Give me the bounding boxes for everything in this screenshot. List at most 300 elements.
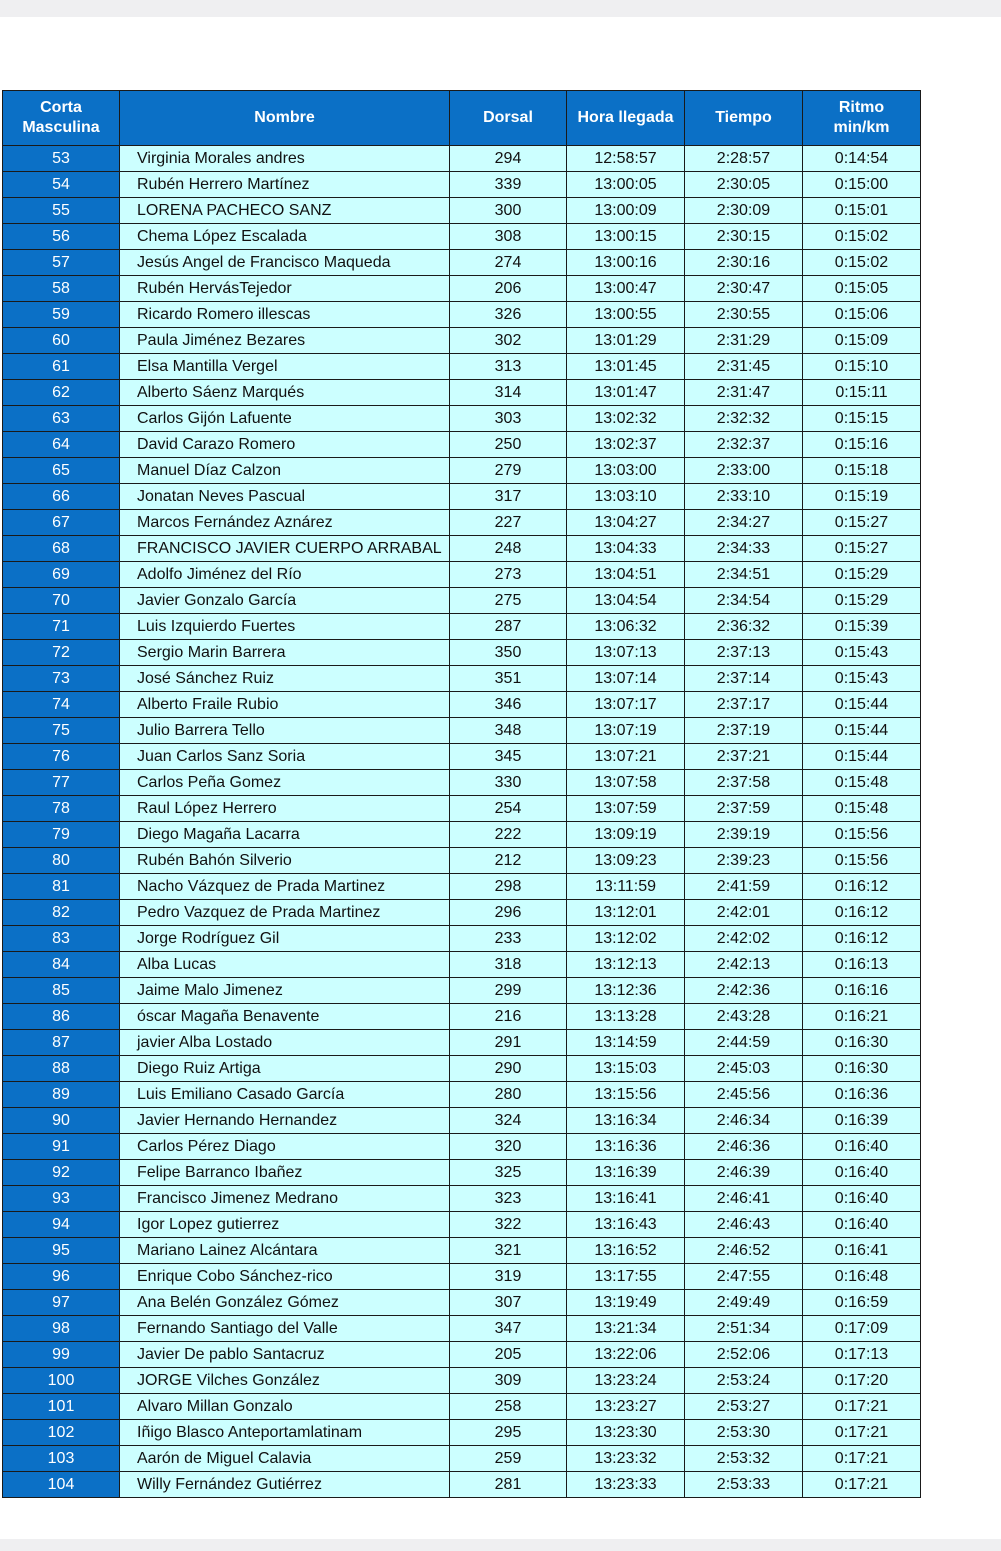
time-cell: 2:53:30: [685, 1420, 803, 1446]
pace-cell: 0:15:02: [803, 250, 921, 276]
pace-cell: 0:15:06: [803, 302, 921, 328]
bib-cell: 273: [450, 562, 567, 588]
table-row: [3, 588, 921, 614]
name-cell: Carlos Pérez Diago: [120, 1134, 450, 1160]
position-cell: 75: [3, 718, 120, 744]
position-cell: 76: [3, 744, 120, 770]
header-pace: [803, 91, 921, 146]
position-cell: 96: [3, 1264, 120, 1290]
time-cell: 2:42:02: [685, 926, 803, 952]
bib-cell: 205: [450, 1342, 567, 1368]
name-cell: Juan Carlos Sanz Soria: [120, 744, 450, 770]
position-cell: 71: [3, 614, 120, 640]
time-cell: 2:30:15: [685, 224, 803, 250]
arrival-cell: 13:07:19: [567, 718, 685, 744]
time-cell: 2:37:14: [685, 666, 803, 692]
time-cell: 2:34:27: [685, 510, 803, 536]
bib-cell: 222: [450, 822, 567, 848]
pace-cell: 0:15:29: [803, 588, 921, 614]
arrival-cell: 13:07:21: [567, 744, 685, 770]
bib-cell: 320: [450, 1134, 567, 1160]
bib-cell: 339: [450, 172, 567, 198]
table-row: [3, 666, 921, 692]
bib-cell: 274: [450, 250, 567, 276]
bib-cell: 299: [450, 978, 567, 1004]
bib-cell: 227: [450, 510, 567, 536]
pace-cell: 0:15:16: [803, 432, 921, 458]
time-cell: 2:45:56: [685, 1082, 803, 1108]
position-cell: 104: [3, 1472, 120, 1498]
position-cell: 57: [3, 250, 120, 276]
table-row: [3, 1368, 921, 1394]
time-cell: 2:30:55: [685, 302, 803, 328]
time-cell: 2:53:32: [685, 1446, 803, 1472]
position-cell: 93: [3, 1186, 120, 1212]
time-cell: 2:39:19: [685, 822, 803, 848]
time-cell: 2:37:58: [685, 770, 803, 796]
header-pace-line2: min/km: [833, 119, 890, 136]
table-row: [3, 302, 921, 328]
time-cell: 2:37:59: [685, 796, 803, 822]
pace-cell: 0:16:41: [803, 1238, 921, 1264]
name-cell: Luis Emiliano Casado García: [120, 1082, 450, 1108]
name-cell: Iñigo Blasco Anteportamlatinam: [120, 1420, 450, 1446]
arrival-cell: 13:14:59: [567, 1030, 685, 1056]
name-cell: Francisco Jimenez Medrano: [120, 1186, 450, 1212]
table-row: [3, 848, 921, 874]
bib-cell: 248: [450, 536, 567, 562]
arrival-cell: 13:03:10: [567, 484, 685, 510]
position-cell: 100: [3, 1368, 120, 1394]
bib-cell: 300: [450, 198, 567, 224]
time-cell: 2:46:36: [685, 1134, 803, 1160]
table-row: [3, 1160, 921, 1186]
time-cell: 2:34:51: [685, 562, 803, 588]
bib-cell: 317: [450, 484, 567, 510]
arrival-cell: 13:21:34: [567, 1316, 685, 1342]
table-row: [3, 458, 921, 484]
name-cell: José Sánchez Ruiz: [120, 666, 450, 692]
name-cell: Alvaro Millan Gonzalo: [120, 1394, 450, 1420]
name-cell: Chema López Escalada: [120, 224, 450, 250]
time-cell: 2:42:13: [685, 952, 803, 978]
arrival-cell: 13:07:13: [567, 640, 685, 666]
bib-cell: 258: [450, 1394, 567, 1420]
time-cell: 2:37:21: [685, 744, 803, 770]
pace-cell: 0:17:21: [803, 1446, 921, 1472]
time-cell: 2:34:33: [685, 536, 803, 562]
name-cell: Paula Jiménez Bezares: [120, 328, 450, 354]
table-row: [3, 328, 921, 354]
name-cell: Jorge Rodríguez Gil: [120, 926, 450, 952]
position-cell: 68: [3, 536, 120, 562]
time-cell: 2:47:55: [685, 1264, 803, 1290]
header-position-line2: Masculina: [22, 119, 100, 136]
name-cell: Javier Hernando Hernandez: [120, 1108, 450, 1134]
top-gray-strip: [0, 0, 1001, 17]
pace-cell: 0:16:30: [803, 1030, 921, 1056]
pace-cell: 0:15:43: [803, 666, 921, 692]
name-cell: Igor Lopez gutierrez: [120, 1212, 450, 1238]
table-row: [3, 562, 921, 588]
bib-cell: 318: [450, 952, 567, 978]
name-cell: Sergio Marin Barrera: [120, 640, 450, 666]
bib-cell: 326: [450, 302, 567, 328]
bib-cell: 324: [450, 1108, 567, 1134]
bib-cell: 323: [450, 1186, 567, 1212]
name-cell: Rubén Herrero Martínez: [120, 172, 450, 198]
arrival-cell: 13:04:33: [567, 536, 685, 562]
pace-cell: 0:15:48: [803, 770, 921, 796]
bib-cell: 348: [450, 718, 567, 744]
name-cell: Jesús Angel de Francisco Maqueda: [120, 250, 450, 276]
bib-cell: 281: [450, 1472, 567, 1498]
position-cell: 69: [3, 562, 120, 588]
table-row: [3, 1316, 921, 1342]
table-row: [3, 1082, 921, 1108]
pace-cell: 0:16:21: [803, 1004, 921, 1030]
pace-cell: 0:15:10: [803, 354, 921, 380]
table-row: [3, 926, 921, 952]
pace-cell: 0:15:00: [803, 172, 921, 198]
table-row: [3, 406, 921, 432]
arrival-cell: 13:13:28: [567, 1004, 685, 1030]
position-cell: 97: [3, 1290, 120, 1316]
pace-cell: 0:15:18: [803, 458, 921, 484]
bib-cell: 302: [450, 328, 567, 354]
table-row: [3, 1212, 921, 1238]
pace-cell: 0:15:19: [803, 484, 921, 510]
table-row: [3, 1446, 921, 1472]
arrival-cell: 13:04:27: [567, 510, 685, 536]
position-cell: 89: [3, 1082, 120, 1108]
table-row: [3, 536, 921, 562]
arrival-cell: 13:16:52: [567, 1238, 685, 1264]
arrival-cell: 13:11:59: [567, 874, 685, 900]
time-cell: 2:34:54: [685, 588, 803, 614]
table-row: [3, 1004, 921, 1030]
time-cell: 2:30:05: [685, 172, 803, 198]
position-cell: 58: [3, 276, 120, 302]
position-cell: 85: [3, 978, 120, 1004]
position-cell: 64: [3, 432, 120, 458]
table-row: [3, 770, 921, 796]
pace-cell: 0:16:39: [803, 1108, 921, 1134]
pace-cell: 0:15:27: [803, 510, 921, 536]
time-cell: 2:32:32: [685, 406, 803, 432]
time-cell: 2:30:47: [685, 276, 803, 302]
table-row: [3, 1238, 921, 1264]
name-cell: David Carazo Romero: [120, 432, 450, 458]
bib-cell: 321: [450, 1238, 567, 1264]
pace-cell: 0:15:15: [803, 406, 921, 432]
time-cell: 2:53:33: [685, 1472, 803, 1498]
pace-cell: 0:15:11: [803, 380, 921, 406]
name-cell: Javier De pablo Santacruz: [120, 1342, 450, 1368]
arrival-cell: 13:12:36: [567, 978, 685, 1004]
pace-cell: 0:15:56: [803, 848, 921, 874]
name-cell: Luis Izquierdo Fuertes: [120, 614, 450, 640]
table-row: [3, 1030, 921, 1056]
name-cell: Felipe Barranco Ibañez: [120, 1160, 450, 1186]
pace-cell: 0:16:16: [803, 978, 921, 1004]
pace-cell: 0:16:40: [803, 1134, 921, 1160]
arrival-cell: 13:02:32: [567, 406, 685, 432]
position-cell: 67: [3, 510, 120, 536]
arrival-cell: 13:23:24: [567, 1368, 685, 1394]
table-row: [3, 432, 921, 458]
time-cell: 2:41:59: [685, 874, 803, 900]
position-cell: 53: [3, 146, 120, 172]
bib-cell: 313: [450, 354, 567, 380]
time-cell: 2:39:23: [685, 848, 803, 874]
position-cell: 78: [3, 796, 120, 822]
pace-cell: 0:15:56: [803, 822, 921, 848]
table-row: [3, 1056, 921, 1082]
arrival-cell: 13:23:33: [567, 1472, 685, 1498]
time-cell: 2:42:01: [685, 900, 803, 926]
table-row: [3, 978, 921, 1004]
arrival-cell: 13:02:37: [567, 432, 685, 458]
bib-cell: 322: [450, 1212, 567, 1238]
time-cell: 2:46:34: [685, 1108, 803, 1134]
name-cell: Aarón de Miguel Calavia: [120, 1446, 450, 1472]
table-row: [3, 718, 921, 744]
time-cell: 2:46:43: [685, 1212, 803, 1238]
table-row: [3, 822, 921, 848]
header-time: Tiempo: [685, 91, 803, 146]
pace-cell: 0:17:09: [803, 1316, 921, 1342]
bib-cell: 280: [450, 1082, 567, 1108]
bib-cell: 275: [450, 588, 567, 614]
position-cell: 103: [3, 1446, 120, 1472]
table-row: [3, 198, 921, 224]
table-row: [3, 1342, 921, 1368]
arrival-cell: 13:15:56: [567, 1082, 685, 1108]
position-cell: 77: [3, 770, 120, 796]
arrival-cell: 13:00:09: [567, 198, 685, 224]
arrival-cell: 13:12:02: [567, 926, 685, 952]
name-cell: Carlos Peña Gomez: [120, 770, 450, 796]
name-cell: Jaime Malo Jimenez: [120, 978, 450, 1004]
position-cell: 66: [3, 484, 120, 510]
table-row: [3, 380, 921, 406]
position-cell: 95: [3, 1238, 120, 1264]
pace-cell: 0:17:21: [803, 1420, 921, 1446]
table-row: [3, 614, 921, 640]
arrival-cell: 13:16:34: [567, 1108, 685, 1134]
arrival-cell: 13:07:17: [567, 692, 685, 718]
time-cell: 2:32:37: [685, 432, 803, 458]
name-cell: Adolfo Jiménez del Río: [120, 562, 450, 588]
time-cell: 2:31:45: [685, 354, 803, 380]
bib-cell: 350: [450, 640, 567, 666]
pace-cell: 0:15:27: [803, 536, 921, 562]
pace-cell: 0:15:05: [803, 276, 921, 302]
arrival-cell: 13:19:49: [567, 1290, 685, 1316]
header-pace-line1: Ritmo: [838, 99, 885, 116]
table-row: [3, 354, 921, 380]
arrival-cell: 13:04:51: [567, 562, 685, 588]
pace-cell: 0:16:59: [803, 1290, 921, 1316]
time-cell: 2:44:59: [685, 1030, 803, 1056]
position-cell: 80: [3, 848, 120, 874]
table-row: [3, 796, 921, 822]
bib-cell: 307: [450, 1290, 567, 1316]
time-cell: 2:36:32: [685, 614, 803, 640]
time-cell: 2:31:29: [685, 328, 803, 354]
position-cell: 82: [3, 900, 120, 926]
time-cell: 2:30:09: [685, 198, 803, 224]
name-cell: Fernando Santiago del Valle: [120, 1316, 450, 1342]
name-cell: Virginia Morales andres: [120, 146, 450, 172]
table-row: [3, 1420, 921, 1446]
name-cell: Ricardo Romero illescas: [120, 302, 450, 328]
arrival-cell: 13:01:47: [567, 380, 685, 406]
time-cell: 2:30:16: [685, 250, 803, 276]
position-cell: 56: [3, 224, 120, 250]
name-cell: Manuel Díaz Calzon: [120, 458, 450, 484]
name-cell: Carlos Gijón Lafuente: [120, 406, 450, 432]
name-cell: Mariano Lainez Alcántara: [120, 1238, 450, 1264]
table-row: [3, 1108, 921, 1134]
time-cell: 2:37:17: [685, 692, 803, 718]
name-cell: Rubén Bahón Silverio: [120, 848, 450, 874]
name-cell: Alberto Sáenz Marqués: [120, 380, 450, 406]
position-cell: 61: [3, 354, 120, 380]
arrival-cell: 13:07:14: [567, 666, 685, 692]
arrival-cell: 13:12:01: [567, 900, 685, 926]
position-cell: 65: [3, 458, 120, 484]
arrival-cell: 13:00:15: [567, 224, 685, 250]
name-cell: Javier Gonzalo García: [120, 588, 450, 614]
pace-cell: 0:16:36: [803, 1082, 921, 1108]
bib-cell: 291: [450, 1030, 567, 1056]
table-row: [3, 952, 921, 978]
arrival-cell: 13:07:58: [567, 770, 685, 796]
arrival-cell: 13:16:41: [567, 1186, 685, 1212]
header-position: [3, 91, 120, 146]
table-row: [3, 874, 921, 900]
pace-cell: 0:17:20: [803, 1368, 921, 1394]
bib-cell: 250: [450, 432, 567, 458]
name-cell: LORENA PACHECO SANZ: [120, 198, 450, 224]
bib-cell: 279: [450, 458, 567, 484]
bib-cell: 254: [450, 796, 567, 822]
bib-cell: 295: [450, 1420, 567, 1446]
arrival-cell: 13:16:43: [567, 1212, 685, 1238]
position-cell: 101: [3, 1394, 120, 1420]
time-cell: 2:49:49: [685, 1290, 803, 1316]
arrival-cell: 13:06:32: [567, 614, 685, 640]
position-cell: 59: [3, 302, 120, 328]
time-cell: 2:53:24: [685, 1368, 803, 1394]
arrival-cell: 13:04:54: [567, 588, 685, 614]
bib-cell: 330: [450, 770, 567, 796]
results-body: [3, 146, 921, 1498]
time-cell: 2:43:28: [685, 1004, 803, 1030]
time-cell: 2:42:36: [685, 978, 803, 1004]
time-cell: 2:51:34: [685, 1316, 803, 1342]
name-cell: Nacho Vázquez de Prada Martinez: [120, 874, 450, 900]
time-cell: 2:46:39: [685, 1160, 803, 1186]
position-cell: 90: [3, 1108, 120, 1134]
bottom-gray-strip: [0, 1539, 1001, 1551]
table-row: [3, 224, 921, 250]
position-cell: 55: [3, 198, 120, 224]
table-row: [3, 744, 921, 770]
arrival-cell: 13:15:03: [567, 1056, 685, 1082]
header-bib: Dorsal: [450, 91, 567, 146]
position-cell: 54: [3, 172, 120, 198]
arrival-cell: 13:01:45: [567, 354, 685, 380]
arrival-cell: 13:01:29: [567, 328, 685, 354]
bib-cell: 259: [450, 1446, 567, 1472]
name-cell: óscar Magaña Benavente: [120, 1004, 450, 1030]
table-row: [3, 1472, 921, 1498]
arrival-cell: 13:00:55: [567, 302, 685, 328]
arrival-cell: 13:17:55: [567, 1264, 685, 1290]
table-row: [3, 146, 921, 172]
position-cell: 84: [3, 952, 120, 978]
time-cell: 2:31:47: [685, 380, 803, 406]
table-row: [3, 484, 921, 510]
position-cell: 102: [3, 1420, 120, 1446]
bib-cell: 346: [450, 692, 567, 718]
arrival-cell: 13:23:30: [567, 1420, 685, 1446]
position-cell: 62: [3, 380, 120, 406]
name-cell: Willy Fernández Gutiérrez: [120, 1472, 450, 1498]
position-cell: 60: [3, 328, 120, 354]
name-cell: Ana Belén González Gómez: [120, 1290, 450, 1316]
pace-cell: 0:15:44: [803, 718, 921, 744]
pace-cell: 0:15:43: [803, 640, 921, 666]
table-row: [3, 1186, 921, 1212]
position-cell: 72: [3, 640, 120, 666]
name-cell: FRANCISCO JAVIER CUERPO ARRABAL: [120, 536, 450, 562]
arrival-cell: 13:09:23: [567, 848, 685, 874]
time-cell: 2:45:03: [685, 1056, 803, 1082]
bib-cell: 294: [450, 146, 567, 172]
arrival-cell: 13:16:39: [567, 1160, 685, 1186]
position-cell: 91: [3, 1134, 120, 1160]
time-cell: 2:37:13: [685, 640, 803, 666]
pace-cell: 0:15:09: [803, 328, 921, 354]
pace-cell: 0:16:48: [803, 1264, 921, 1290]
pace-cell: 0:15:44: [803, 692, 921, 718]
name-cell: Diego Ruiz Artiga: [120, 1056, 450, 1082]
position-cell: 86: [3, 1004, 120, 1030]
position-cell: 88: [3, 1056, 120, 1082]
bib-cell: 347: [450, 1316, 567, 1342]
time-cell: 2:52:06: [685, 1342, 803, 1368]
bib-cell: 287: [450, 614, 567, 640]
pace-cell: 0:16:40: [803, 1212, 921, 1238]
pace-cell: 0:15:48: [803, 796, 921, 822]
bib-cell: 308: [450, 224, 567, 250]
position-cell: 79: [3, 822, 120, 848]
pace-cell: 0:16:40: [803, 1160, 921, 1186]
table-row: [3, 276, 921, 302]
header-position-line1: Corta: [40, 99, 82, 116]
table-row: [3, 250, 921, 276]
arrival-cell: 13:16:36: [567, 1134, 685, 1160]
pace-cell: 0:14:54: [803, 146, 921, 172]
position-cell: 92: [3, 1160, 120, 1186]
arrival-cell: 13:22:06: [567, 1342, 685, 1368]
table-row: [3, 1134, 921, 1160]
pace-cell: 0:16:30: [803, 1056, 921, 1082]
